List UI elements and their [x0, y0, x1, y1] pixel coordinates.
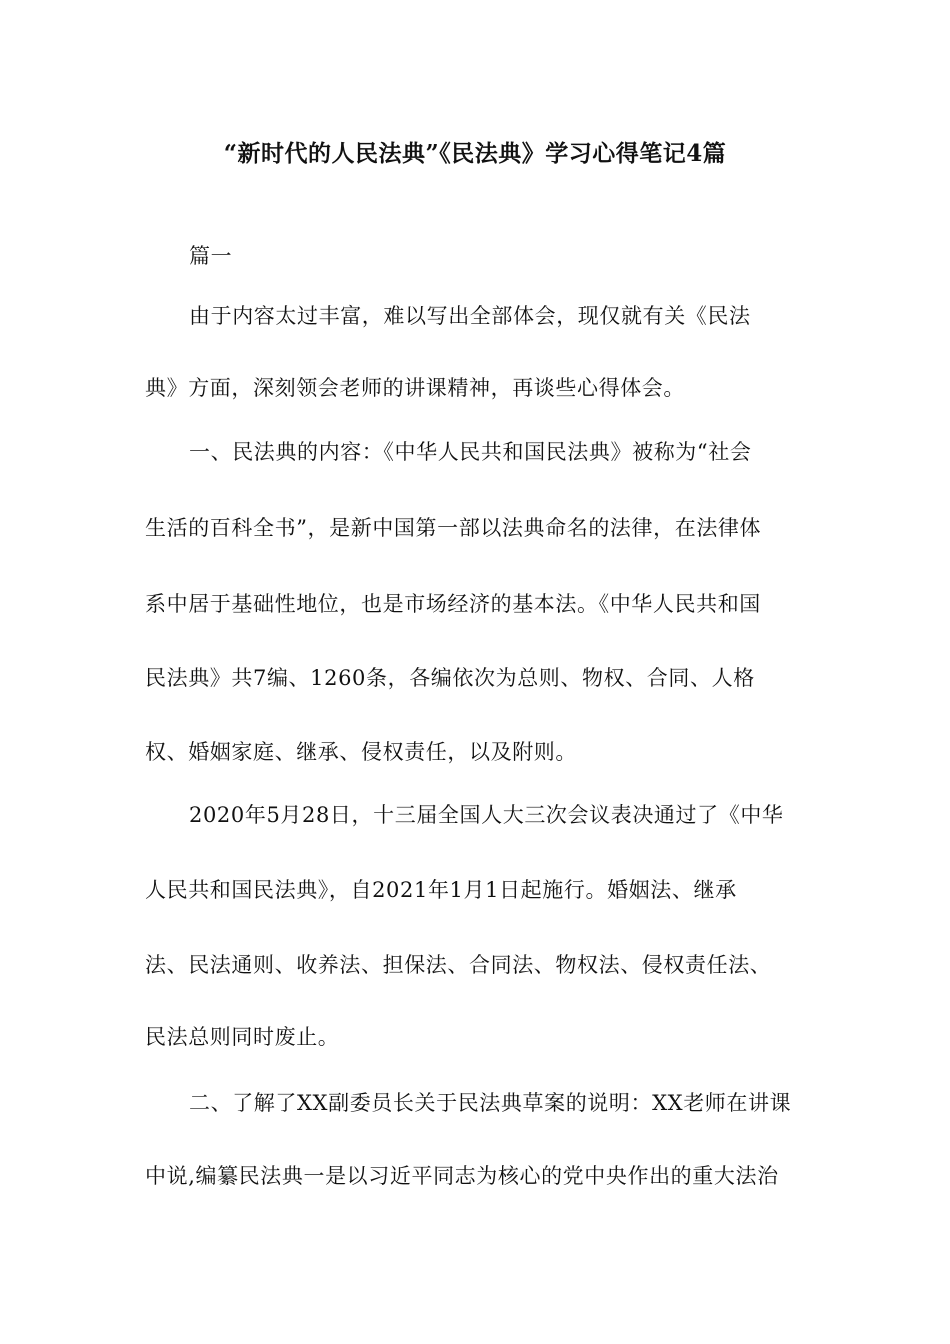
paragraph-line: 由于内容太过丰富，难以写出全部体会，现仅就有关《民法: [189, 304, 751, 328]
paragraph-line: 二、了解了XX副委员长关于民法典草案的说明：XX老师在讲课: [189, 1091, 792, 1115]
paragraph-line: 系中居于基础性地位，也是市场经济的基本法。《中华人民共和国: [145, 592, 761, 616]
paragraph-line: 民法总则同时废止。: [145, 1025, 340, 1049]
paragraph-line: 一、民法典的内容：《中华人民共和国民法典》被称为“社会: [189, 440, 752, 464]
section-heading: 篇一: [189, 244, 233, 268]
paragraph-line: 2020年5月28日，十三届全国人大三次会议表决通过了《中华: [189, 803, 784, 827]
paragraph-line: 法、民法通则、收养法、担保法、合同法、物权法、侵权责任法、: [145, 953, 772, 977]
paragraph-line: 人民共和国民法典》，自2021年1月1日起施行。婚姻法、继承: [145, 878, 737, 902]
document-title: “新时代的人民法典”《民法典》学习心得笔记4篇: [223, 140, 727, 167]
paragraph-line: 民法典》共7编、1260条，各编依次为总则、物权、合同、人格: [145, 666, 755, 690]
paragraph-line: 典》方面，深刻领会老师的讲课精神，再谈些心得体会。: [145, 376, 685, 400]
paragraph-line: 权、婚姻家庭、继承、侵权责任，以及附则。: [145, 740, 577, 764]
paragraph-line: 中说,编纂民法典一是以习近平同志为核心的党中央作出的重大法治: [145, 1164, 779, 1188]
paragraph-line: 生活的百科全书”，是新中国第一部以法典命名的法律，在法律体: [145, 516, 762, 540]
